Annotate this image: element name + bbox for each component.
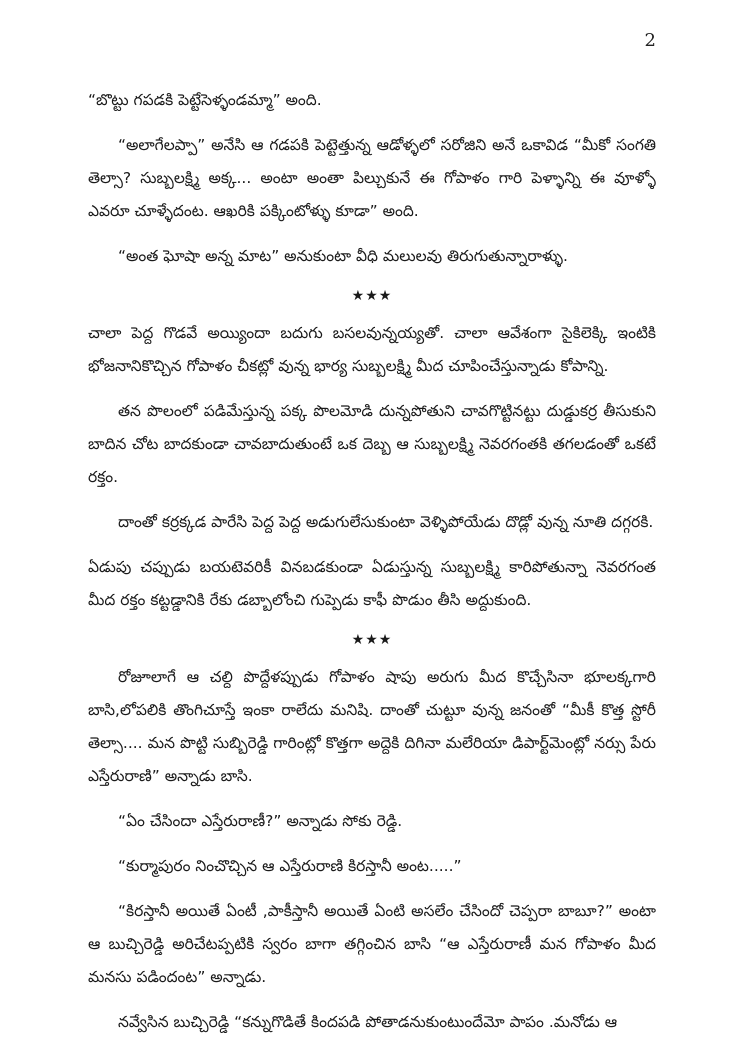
paragraph: “బొట్టు గపడకి పెట్టేసెళ్ళండమ్మా” అంది. <box>88 91 322 109</box>
paragraph: “అంత ఘోషా అన్న మాట” అనుకుంటా వీధి మలులవు తిరుగుతున్నారాళ్ళు. <box>118 247 568 265</box>
paragraph: “ఏం చేసిందా ఎస్తేరురాణీ?” అన్నాడు సోకు రెడ్డి. <box>118 812 403 830</box>
section-separator: ★★★ <box>351 632 393 648</box>
paragraph: “అలాగేలప్పా” అనేసి ఆ గడపకి పెట్టెత్తున్న ఆడోళ్ళలో సరోజిని అనే ఒకావిడ “మీకో సంగతి తెల్సా? సుబ్బలక్ష్మి అక్క... అంటా అంతా పిల్చుకునే ఈ గోపాళం గారి పెళ్ళాన్ని ఈ వూళ్ళో ఎవరూ చూళ్ళేదంట. ఆఖరికి పక్కింటోళ్ళు కూడా” అంది. <box>88 136 656 220</box>
paragraph: ఏడుపు చప్పుడు బయటెవరికీ వినబడకుండా ఏడుస్తున్న సుబ్బలక్ష్మి కారిపోతున్నా నెవరగంత మీద రక్తం కట్టడ్డానికి రేకు డబ్బాలోంచి గుప్పెడు కాఫీ పొడుం తీసి అద్దుకుంది. <box>88 558 656 609</box>
paragraph: దాంతో కర్రక్కడ పారేసి పెద్ద పెద్ద అడుగులేసుకుంటా వెళ్ళిపోయేడు దొడ్లో వున్న నూతి దగ్గరకి. <box>118 513 654 531</box>
paragraph: “కుర్మాపురం నించొచ్చిన ఆ ఎస్తేరురాణి కిరస్తానీ అంట.....” <box>118 857 462 875</box>
paragraph: రోజూలాగే ఆ చల్ది పొద్దేళప్పుడు గోపాళం షాపు అరుగు మీద కొచ్చేసినా భూలక్కగారి బాసి,లోపలికి తొంగిచూస్తే ఇంకా రాలేదు మనిషి. దాంతో చుట్టూ వున్న జనంతో “మీకీ కొత్త స్టోరీ తెల్సా.... మన పొట్టి సుబ్బిరెడ్డి గారింట్లో కొత్తగా అద్దెకి దిగినా మలేరియా డిపార్ట్‌మెంట్లో నర్సు పేరు ఎస్తేరురాణి” అన్నాడు బాసి. <box>88 668 656 785</box>
section-separator: ★★★ <box>351 288 393 304</box>
paragraph: “కిరస్తానీ అయితే ఏంటీ ,పాకీస్తానీ అయితే ఏంటి అసలేం చేసిందో చెప్పరా బాబూ?” అంటా ఆ బుచ్చిరెడ్డి అరిచేటప్పటికి స్వరం బాగా తగ్గించిన బాసి “ఆ ఎస్తేరురాణీ మన గోపాళం మీద మనసు పడిందంట” అన్నాడు. <box>88 902 656 986</box>
paragraph: తన పొలంలో పడిమేస్తున్న పక్క పొలమోడి దున్నపోతుని చావగొట్టినట్టు దుడ్డుకర్ర తీసుకుని బాదిన చోట బాదకుండా చావబాదుతుంటే ఒక దెబ్బ ఆ సుబ్బలక్ష్మి నెవరగంతకి తగలడంతో ఒకటే రక్తం. <box>88 402 656 486</box>
paragraph: నవ్వేసిన బుచ్చిరెడ్డి “కన్నుగొడితే కిందపడి పోతాడనుకుంటుందేమో పాపం .మనోడు ఆ <box>118 1013 618 1031</box>
story-text <box>88 84 656 1051</box>
paragraph: చాలా పెద్ద గొడవే అయ్యిందా బదుగు బసలవున్నయ్యతో. చాలా ఆవేశంగా సైకిలెక్కి ఇంటికి భోజనానికొచ్చిన గోపాళం చీకట్లో వున్న భార్య సుబ్బలక్ష్మి మీద చూపించేస్తున్నాడు కోపాన్ని. <box>88 324 656 375</box>
page-number: 2 <box>644 30 656 51</box>
